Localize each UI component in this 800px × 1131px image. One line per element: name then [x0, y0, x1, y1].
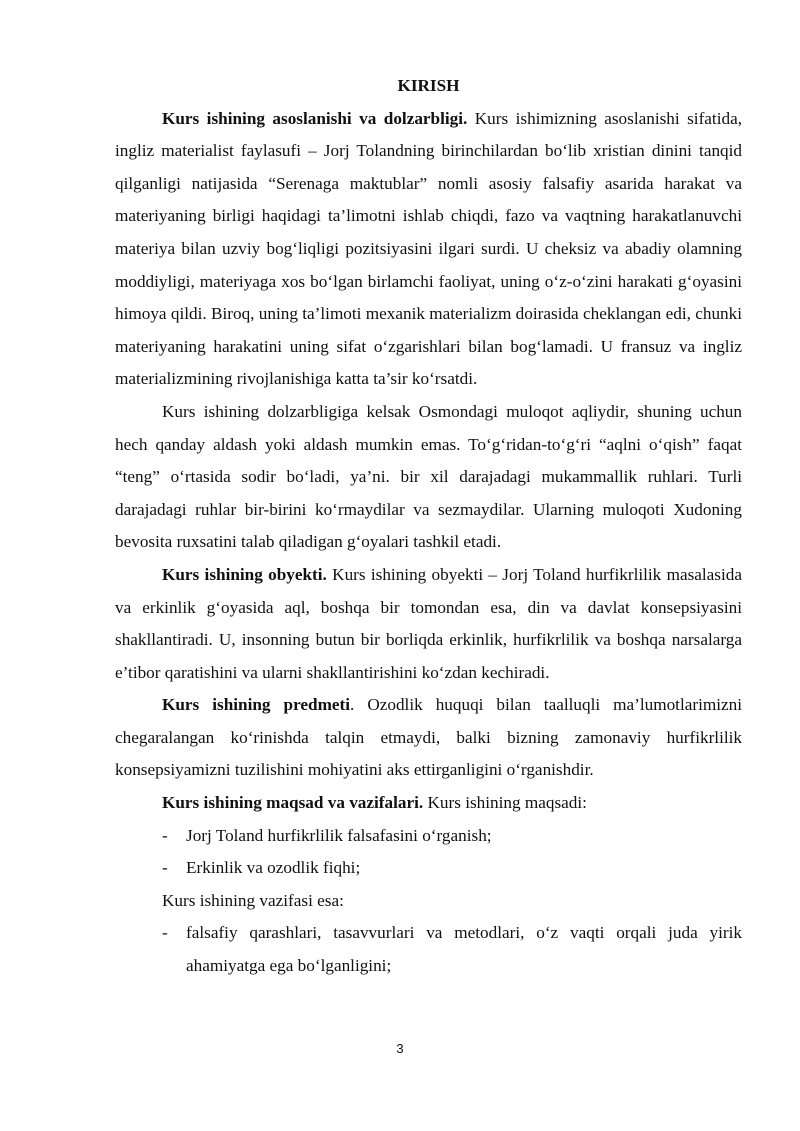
document-page: [115, 70, 742, 983]
goals-paragraph: [115, 787, 742, 820]
list-dash: -: [162, 825, 168, 845]
relevance-paragraph-2: Kurs ishining dolzarbligiga kelsak Osmondagi muloqot aqliydir, shuning uchun hech qanday aldash yoki aldash mumkin emas. To‘g‘ridan-to‘g‘ri “aqlni o‘qish” faqat “teng” o‘rtasida sodir bo‘ladi, ya’ni. bir xil darajadagi mukammallik ruhlari. Turli darajadagi ruhlar bir-birini ko‘rmaydilar va sezmaydilar. Ularning muloqoti Xudoning bevosita ruxsatini talab qiladigan g‘oyalari tashkil etadi.: [115, 401, 742, 552]
goals-list-item: [115, 852, 742, 885]
subject-text: . Ozodlik huquqi bilan taalluqli ma’lumotlarimizni chegaralangan ko‘rinishda talqin etmaydi, balki bizning zamonaviy hurfikrlilik konsepsiyamizni tuzilishini mohiyatini aks ettirganligini o‘rganishdir.: [115, 695, 742, 780]
relevance-text: Kurs ishimizning asoslanishi sifatida, ingliz materialist faylasufi – Jorj Tolandning birinchilardan bo‘lib xristian dinini tanqid qilganligi natijasida “Serenaga maktublar” nomli asosiy falsafiy asarida harakat va materiyaning birligi haqidagi ta’limotni ishlab chiqdi, fazo va vaqtning harakatlanuvchi materiya bilan uzviy bog‘liqligi pozitsiyasini ilgari surdi. U cheksiz va abadiy olamning moddiyligi, materiyaga xos bo‘lgan birlamchi faoliyat, uning o‘z-o‘zini harakati g‘oyasini himoya qildi. Biroq, uning ta’limoti mexanik materializm doirasida cheklangan edi, chunki materiyaning harakatini uning sifat o‘zgarishlari bilan bog‘lamadi. U fransuz va ingliz materializmining rivojlanishiga katta ta’sir ko‘rsatdi.: [115, 108, 742, 389]
object-paragraph: [115, 559, 742, 689]
object-text: Kurs ishining obyekti – Jorj Toland hurfikrlilik masalasida va erkinlik g‘oyasida aql, boshqa bir tomondan esa, din va davlat konsepsiyasini shakllantiradi. U, insonning butun bir borliqda erkinlik, hurfikrlilik va boshqa narsalarga e’tibor qaratishini va ularni shakllantirishini ko‘zdan kechiradi.: [115, 564, 742, 682]
list-item-text: Erkinlik va ozodlik fiqhi;: [186, 858, 361, 878]
object-label: Kurs ishining obyekti.: [162, 564, 327, 584]
goals-label: Kurs ishining maqsad va vazifalari.: [162, 793, 424, 813]
tasks-list-item: [115, 917, 742, 982]
page-heading: KIRISH: [397, 76, 460, 95]
subject-paragraph: [115, 689, 742, 787]
relevance-label: Kurs ishining asoslanishi va dolzarbligi.: [162, 108, 468, 128]
relevance-paragraph: [115, 103, 742, 396]
list-item-text: Jorj Toland hurfikrlilik falsafasini o‘rganish;: [186, 825, 492, 845]
tasks-intro: Kurs ishining vazifasi esa:: [162, 890, 344, 910]
subject-label: Kurs ishining predmeti: [162, 695, 351, 715]
list-item-text: falsafiy qarashlari, tasavvurlari va metodlari, o‘z vaqti orqali juda yirik ahamiyatga ega bo‘lganligini;: [186, 923, 742, 976]
page-number: 3: [396, 1041, 404, 1056]
goals-list-item: [115, 820, 742, 853]
list-dash: -: [162, 858, 168, 878]
goals-text: Kurs ishining maqsadi:: [423, 793, 587, 813]
list-dash: -: [162, 923, 168, 943]
